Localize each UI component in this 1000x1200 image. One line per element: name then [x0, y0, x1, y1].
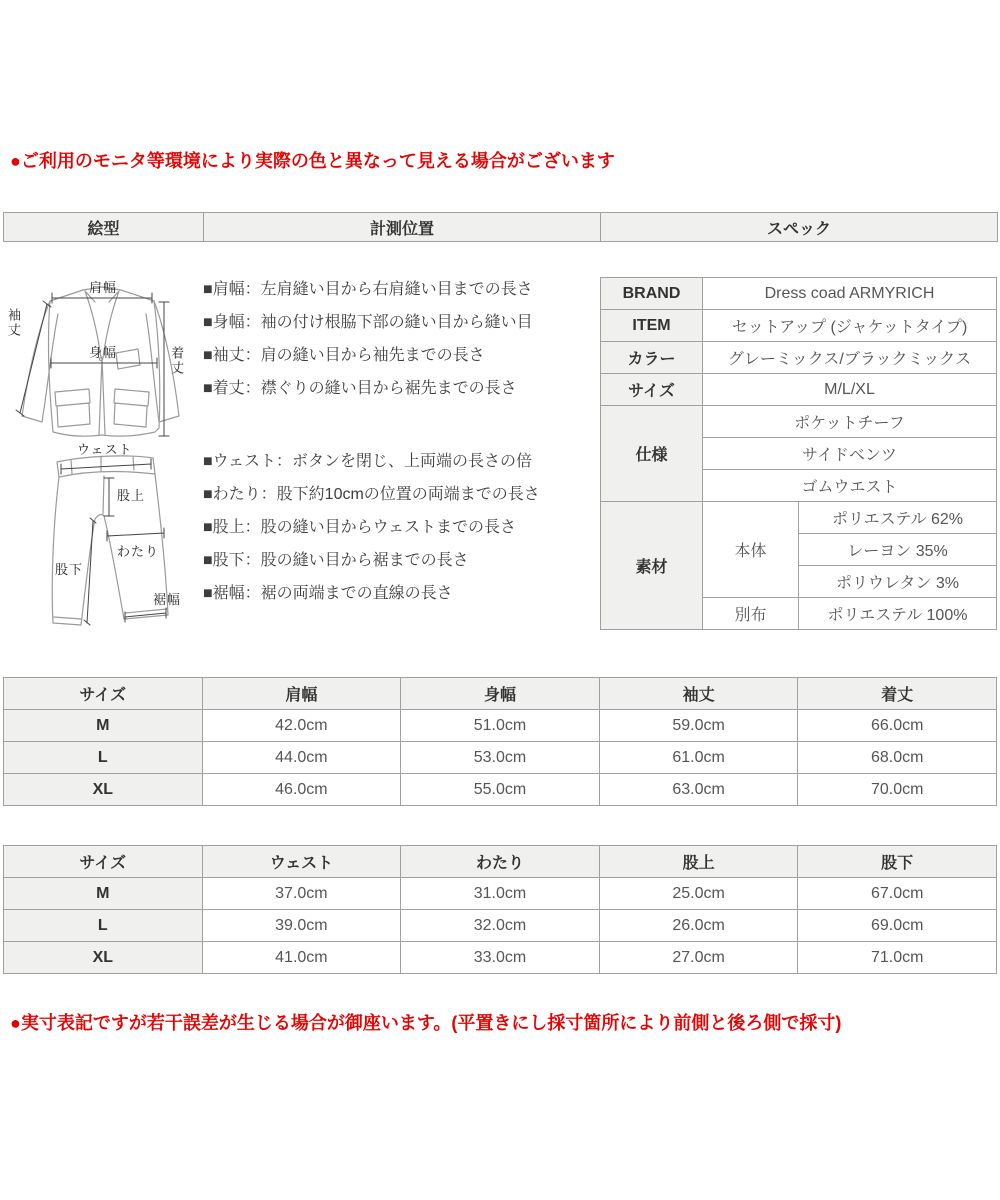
- spec-table: [600, 277, 997, 630]
- jacket-size-header: サイズ: [4, 678, 203, 710]
- note-hem-width: ■裾幅：裾の両端までの直線の長さ: [203, 585, 453, 602]
- value-cell: 51.0cm: [401, 710, 600, 742]
- jacket-size-header: 着丈: [798, 678, 997, 710]
- spec-material-label: 素材: [601, 502, 703, 630]
- pants-label-thigh: わたり: [117, 544, 160, 559]
- value-cell: 71.0cm: [798, 942, 997, 974]
- jacket-size-header: 肩幅: [202, 678, 401, 710]
- value-cell: 26.0cm: [599, 910, 798, 942]
- spec-feature-value: サイドベンツ: [703, 438, 997, 470]
- spec-features-label: 仕様: [601, 406, 703, 502]
- value-cell: 66.0cm: [798, 710, 997, 742]
- value-cell: 31.0cm: [401, 878, 600, 910]
- jacket-label-sleeve-length: 袖丈: [6, 308, 21, 338]
- spec-item-label: ITEM: [601, 310, 703, 342]
- jacket-measure-notes: [203, 273, 603, 405]
- spec-color-label: カラー: [601, 342, 703, 374]
- spec-size-label: サイズ: [601, 374, 703, 406]
- pants-size-header: 股上: [599, 846, 798, 878]
- measurement-disclaimer-text: ●実寸表記ですが若干誤差が生じる場合が御座います。(平置きにし採寸箇所により前側と後ろ側で採寸): [10, 1013, 842, 1033]
- value-cell: 46.0cm: [202, 774, 401, 806]
- value-cell: 53.0cm: [401, 742, 600, 774]
- section-header-measure-position: 計測位置: [204, 213, 601, 242]
- spec-item-value: セットアップ (ジャケットタイプ): [703, 310, 997, 342]
- value-cell: 67.0cm: [798, 878, 997, 910]
- value-cell: 25.0cm: [599, 878, 798, 910]
- value-cell: 39.0cm: [202, 910, 401, 942]
- pants-size-table: [3, 845, 997, 974]
- value-cell: 69.0cm: [798, 910, 997, 942]
- pants-size-header: わたり: [401, 846, 600, 878]
- spec-brand-value: Dress coad ARMYRICH: [703, 278, 997, 310]
- pants-diagram: [5, 440, 200, 632]
- value-cell: 33.0cm: [401, 942, 600, 974]
- note-rise: ■股上：股の縫い目からウェストまでの長さ: [203, 519, 517, 536]
- jacket-size-header: 袖丈: [599, 678, 798, 710]
- table-row: [4, 710, 997, 742]
- jacket-size-table: [3, 677, 997, 806]
- jacket-diagram: [5, 268, 200, 445]
- color-disclaimer-text: ●ご利用のモニタ等環境により実際の色と異なって見える場合がございます: [10, 151, 615, 171]
- pants-label-hem-width: 裾幅: [153, 592, 182, 607]
- size-cell: M: [4, 878, 203, 910]
- spec-feature-value: ゴムウエスト: [703, 470, 997, 502]
- pants-label-waist: ウェスト: [77, 442, 133, 457]
- value-cell: 37.0cm: [202, 878, 401, 910]
- size-cell: M: [4, 710, 203, 742]
- spec-material-item: ポリエステル 62%: [799, 502, 997, 534]
- spec-brand-label: BRAND: [601, 278, 703, 310]
- spec-size-value: M/L/XL: [703, 374, 997, 406]
- value-cell: 55.0cm: [401, 774, 600, 806]
- value-cell: 41.0cm: [202, 942, 401, 974]
- pants-size-header: 股下: [798, 846, 997, 878]
- spec-material-part-other: 別布: [703, 598, 799, 630]
- note-body-width: ■身幅：袖の付け根脇下部の縫い目から縫い目: [203, 314, 533, 331]
- table-row: [4, 910, 997, 942]
- value-cell: 59.0cm: [599, 710, 798, 742]
- value-cell: 68.0cm: [798, 742, 997, 774]
- jacket-label-body-length: 着丈: [169, 346, 184, 376]
- section-header-spec: スペック: [601, 213, 998, 242]
- table-row: [4, 942, 997, 974]
- note-thigh: ■わたり：股下約10cmの位置の両端までの長さ: [203, 486, 540, 503]
- spec-material-part-main: 本体: [703, 502, 799, 598]
- table-row: [4, 742, 997, 774]
- size-cell: XL: [4, 774, 203, 806]
- table-row: [4, 774, 997, 806]
- spec-material-item: レーヨン 35%: [799, 534, 997, 566]
- note-body-length: ■着丈：襟ぐりの縫い目から裾先までの長さ: [203, 380, 517, 397]
- pants-size-header: サイズ: [4, 846, 203, 878]
- note-sleeve-length: ■袖丈：肩の縫い目から袖先までの長さ: [203, 347, 485, 364]
- pants-label-inseam: 股下: [55, 562, 84, 577]
- table-row: [4, 878, 997, 910]
- spec-feature-value: ポケットチーフ: [703, 406, 997, 438]
- note-waist: ■ウェスト：ボタンを閉じ、上両端の長さの倍: [203, 453, 533, 470]
- jacket-size-header: 身幅: [401, 678, 600, 710]
- value-cell: 61.0cm: [599, 742, 798, 774]
- jacket-label-body-width: 身幅: [89, 345, 118, 360]
- value-cell: 32.0cm: [401, 910, 600, 942]
- size-cell: XL: [4, 942, 203, 974]
- pants-measure-notes: [203, 445, 603, 610]
- spec-material-item: ポリエステル 100%: [799, 598, 997, 630]
- spec-material-item: ポリウレタン 3%: [799, 566, 997, 598]
- section-header-drawing: 絵型: [4, 213, 204, 242]
- note-shoulder-width: ■肩幅：左肩縫い目から右肩縫い目までの長さ: [203, 281, 533, 298]
- value-cell: 42.0cm: [202, 710, 401, 742]
- value-cell: 70.0cm: [798, 774, 997, 806]
- size-cell: L: [4, 742, 203, 774]
- value-cell: 27.0cm: [599, 942, 798, 974]
- pants-size-header: ウェスト: [202, 846, 401, 878]
- spec-color-value: グレーミックス/ブラックミックス: [703, 342, 997, 374]
- value-cell: 44.0cm: [202, 742, 401, 774]
- note-inseam: ■股下：股の縫い目から裾までの長さ: [203, 552, 469, 569]
- section-header-table: [3, 212, 998, 242]
- value-cell: 63.0cm: [599, 774, 798, 806]
- jacket-label-shoulder-width: 肩幅: [89, 280, 118, 295]
- pants-label-rise: 股上: [117, 488, 146, 503]
- size-cell: L: [4, 910, 203, 942]
